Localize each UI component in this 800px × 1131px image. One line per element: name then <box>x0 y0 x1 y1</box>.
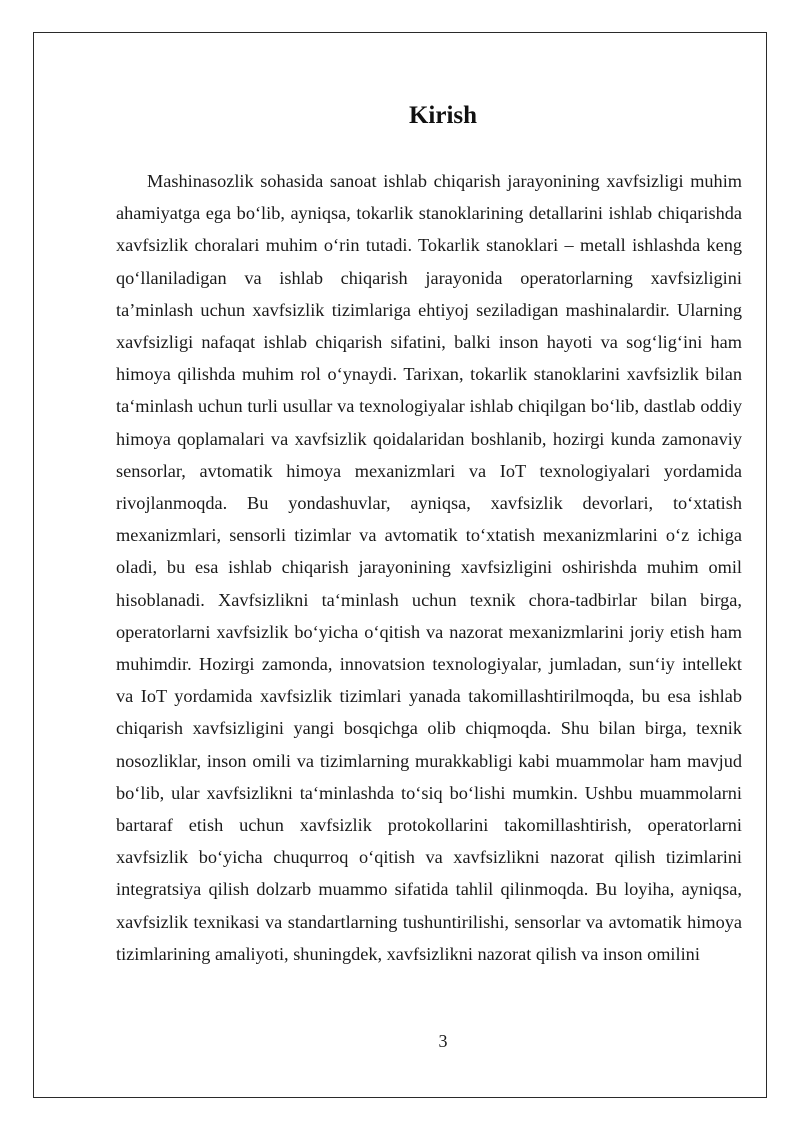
body-paragraph: Mashinasozlik sohasida sanoat ishlab chiqarish jarayonining xavfsizligi muhim ahamiyatga ega boʻlib, ayniqsa, tokarlik stanoklarining detallarini ishlab chiqarishda xavfsizlik choralari muhim oʻrin tutadi. Tokarlik stanoklari – metall ishlashda keng qoʻllaniladigan va ishlab chiqarish jarayonida operatorlarning xavfsizligini taʼminlash uchun xavfsizlik tizimlariga ehtiyoj seziladigan mashinalardir. Ularning xavfsizligi nafaqat ishlab chiqarish sifatini, balki inson hayoti va sogʻligʻini ham himoya qilishda muhim rol oʻynaydi. Tarixan, tokarlik stanoklarini xavfsizlik bilan taʻminlash uchun turli usullar va texnologiyalar ishlab chiqilgan boʻlib, dastlab oddiy himoya qoplamalari va xavfsizlik qoidalaridan boshlanib, hozirgi kunda zamonaviy sensorlar, avtomatik himoya mexanizmlari va IoT texnologiyalari yordamida rivojlanmoqda. Bu yondashuvlar, ayniqsa, xavfsizlik devorlari, toʻxtatish mexanizmlari, sensorli tizimlar va avtomatik toʻxtatish mexanizmlarini oʻz ichiga oladi, bu esa ishlab chiqarish jarayonining xavfsizligini oshirishda muhim omil hisoblanadi. Xavfsizlikni taʻminlash uchun texnik chora-tadbirlar bilan birga, operatorlarni xavfsizlik boʻyicha oʻqitish va nazorat mexanizmlarini joriy etish ham muhimdir. Hozirgi zamonda, innovatsion texnologiyalar, jumladan, sunʻiy intellekt va IoT yordamida xavfsizlik tizimlari yanada takomillashtirilmoqda, bu esa ishlab chiqarish xavfsizligini yangi bosqichga olib chiqmoqda. Shu bilan birga, texnik nosozliklar, inson omili va tizimlarning murakkabligi kabi muammolar ham mavjud boʻlib, ular xavfsizlikni taʻminlashda toʻsiq boʻlishi mumkin. Ushbu muammolarni bartaraf etish uchun xavfsizlik protokollarini takomillashtirish, operatorlarni xavfsizlik boʻyicha chuqurroq oʻqitish va xavfsizlikni nazorat qilish tizimlarini integratsiya qilish dolzarb muammo sifatida tahlil qilinmoqda. Bu loyiha, ayniqsa, xavfsizlik texnikasi va standartlarning tushuntirilishi, sensorlar va avtomatik himoya tizimlarining amaliyoti, shuningdek, xavfsizlikni nazorat qilish va inson omilini <box>116 171 742 964</box>
page-title: Kirish <box>408 102 478 129</box>
page-number: 3 <box>438 1031 448 1051</box>
